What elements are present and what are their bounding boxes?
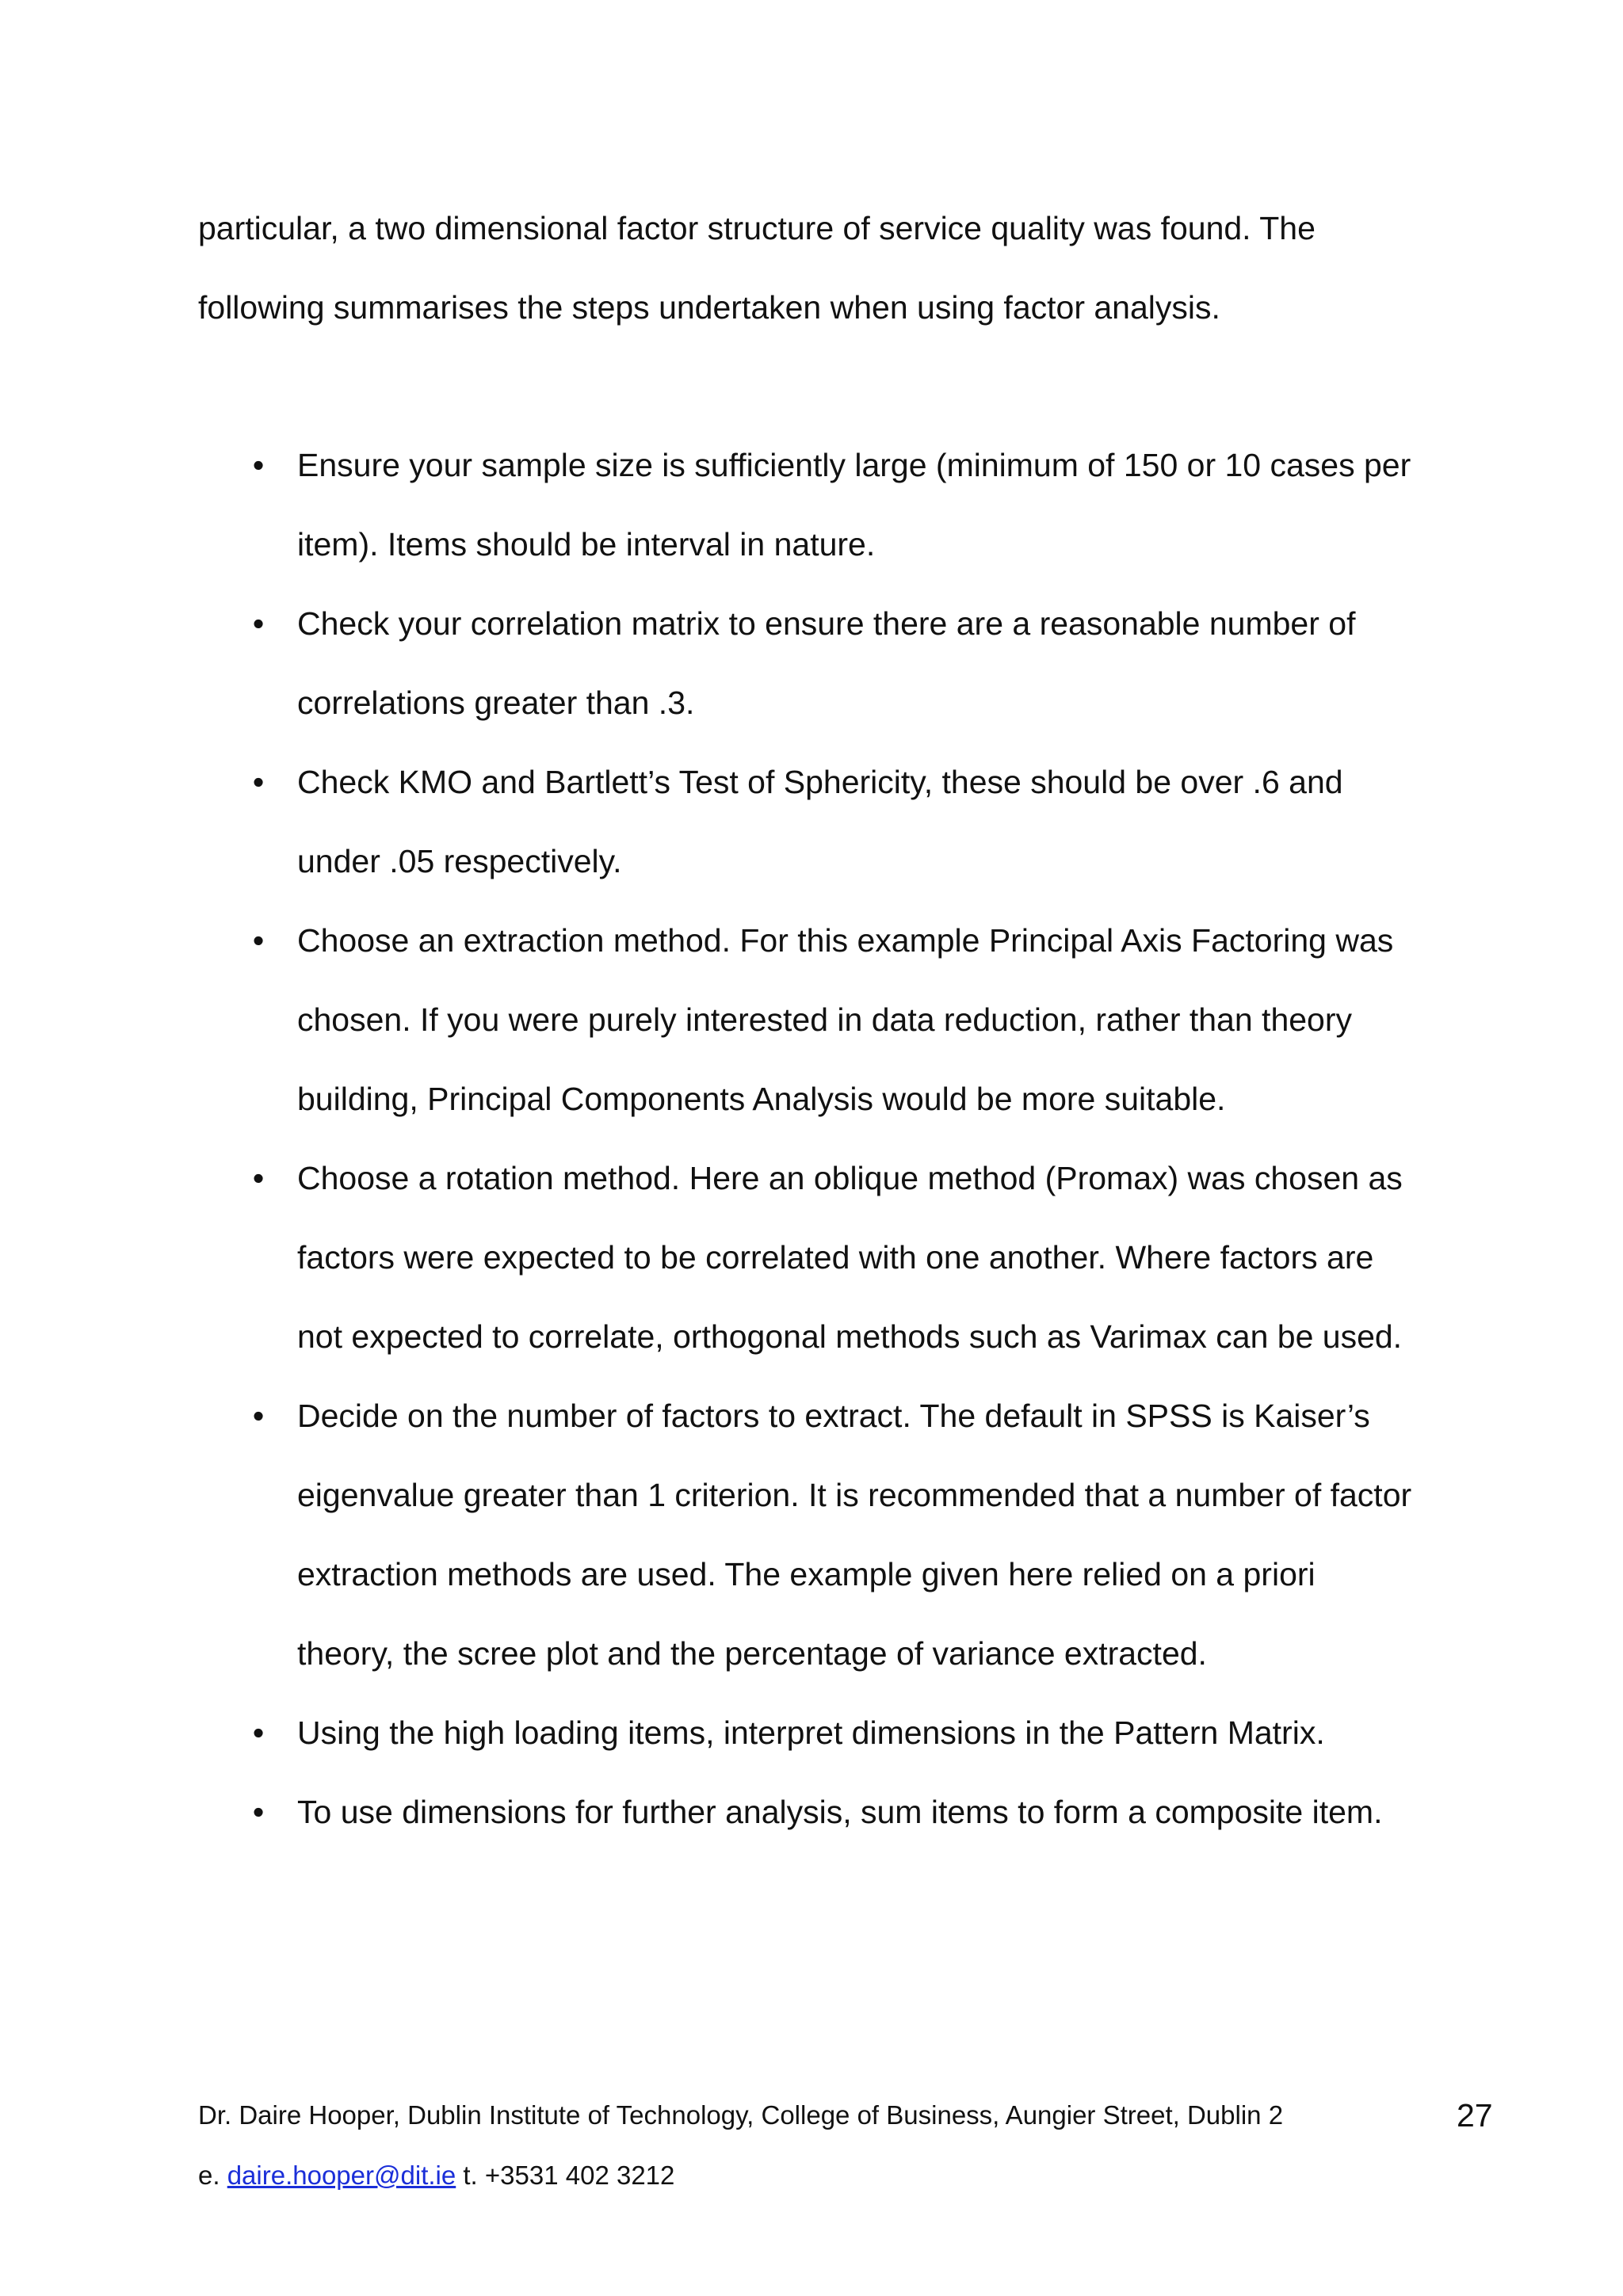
footer-address: Dr. Daire Hooper, Dublin Institute of Technology, College of Business, Aungier Street, Dublin 2	[198, 2100, 1284, 2130]
bullet-icon: •	[252, 922, 265, 959]
email-prefix: e.	[198, 2161, 227, 2190]
bullet-line: Check KMO and Bartlett’s Test of Sphericity, these should be over .6 and	[297, 764, 1343, 800]
intro-line: following summarises the steps undertaken when using factor analysis.	[198, 289, 1220, 326]
bullet-line: building, Principal Components Analysis would be more suitable.	[297, 1081, 1226, 1117]
bullet-line: correlations greater than .3.	[297, 685, 695, 721]
steps-bullet-list	[198, 425, 1482, 1852]
bullet-item-number-of-factors	[198, 1376, 1482, 1693]
bullet-line: extraction methods are used. The example given here relied on a priori	[297, 1556, 1316, 1592]
bullet-item-rotation-method	[198, 1138, 1482, 1376]
bullet-item-extraction-method	[198, 901, 1482, 1138]
footer-contact	[198, 2145, 1283, 2206]
bullet-icon: •	[252, 1160, 265, 1196]
bullet-line: Decide on the number of factors to extract. The default in SPSS is Kaiser’s	[297, 1398, 1370, 1434]
intro-line: particular, a two dimensional factor structure of service quality was found. The	[198, 210, 1316, 246]
bullet-line: To use dimensions for further analysis, sum items to form a composite item.	[297, 1794, 1383, 1830]
bullet-line: under .05 respectively.	[297, 843, 622, 879]
bullet-line: factors were expected to be correlated with one another. Where factors are	[297, 1239, 1374, 1276]
bullet-icon: •	[252, 447, 265, 483]
bullet-line: theory, the scree plot and the percentage of variance extracted.	[297, 1635, 1207, 1672]
bullet-icon: •	[252, 1714, 265, 1751]
bullet-line: Choose an extraction method. For this example Principal Axis Factoring was	[297, 922, 1394, 959]
intro-paragraph	[198, 189, 1482, 347]
bullet-line: chosen. If you were purely interested in data reduction, rather than theory	[297, 1001, 1352, 1038]
phone-number: t. +3531 402 3212	[456, 2161, 675, 2190]
bullet-line: Choose a rotation method. Here an oblique method (Promax) was chosen as	[297, 1160, 1403, 1196]
bullet-item-correlation-matrix	[198, 584, 1482, 742]
bullet-item-kmo-bartlett	[198, 742, 1482, 901]
bullet-line: not expected to correlate, orthogonal methods such as Varimax can be used.	[297, 1318, 1403, 1355]
page-number: 27	[1457, 2097, 1493, 2134]
bullet-item-sample-size	[198, 425, 1482, 584]
bullet-line: item). Items should be interval in nature.	[297, 526, 876, 563]
email-link[interactable]: daire.hooper@dit.ie	[227, 2161, 456, 2190]
bullet-line: Check your correlation matrix to ensure there are a reasonable number of	[297, 605, 1356, 642]
bullet-item-interpret-dimensions	[198, 1693, 1482, 1772]
bullet-icon: •	[252, 764, 265, 800]
bullet-line: eigenvalue greater than 1 criterion. It is recommended that a number of factor	[297, 1477, 1412, 1513]
bullet-icon: •	[252, 605, 265, 642]
page-footer	[198, 2085, 1283, 2206]
bullet-line: Ensure your sample size is sufficiently large (minimum of 150 or 10 cases per	[297, 447, 1411, 483]
bullet-icon: •	[252, 1794, 265, 1830]
bullet-icon: •	[252, 1398, 265, 1434]
bullet-line: Using the high loading items, interpret dimensions in the Pattern Matrix.	[297, 1714, 1325, 1751]
bullet-item-composite-item	[198, 1772, 1482, 1852]
